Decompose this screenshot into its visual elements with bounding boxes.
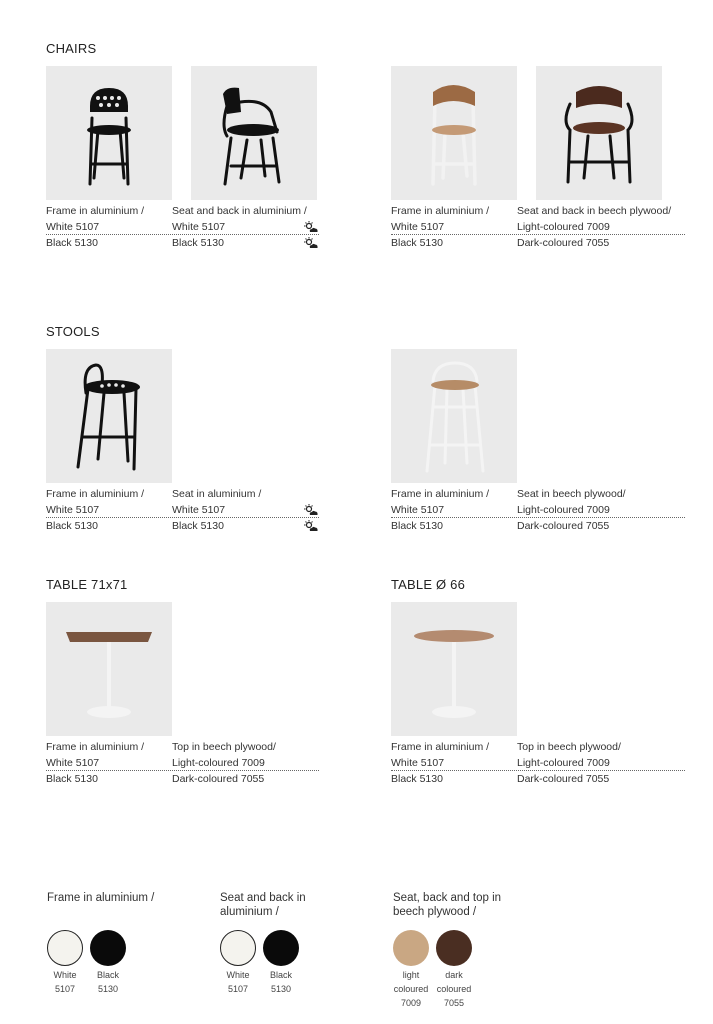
table-round-top-light: Light-coloured 7009 [517, 757, 610, 769]
section-heading-table-square: TABLE 71x71 [46, 577, 128, 592]
swatch-label: light [402, 970, 420, 980]
divider [391, 517, 685, 518]
swatch-frame-white [47, 930, 83, 966]
divider [46, 234, 319, 235]
stools-wood-frame-black: Black 5130 [391, 520, 443, 532]
swatch-frame-black [90, 930, 126, 966]
swatch-label: 7009 [400, 998, 422, 1008]
chairs-wood-seat-dark: Dark-coloured 7055 [517, 237, 610, 249]
swatch-label: coloured [436, 984, 472, 994]
sun-cloud-icon [304, 504, 318, 516]
legend-frame-title: Frame in aluminium / [47, 892, 155, 904]
section-heading-chairs: CHAIRS [46, 41, 97, 56]
stools-alu-seat-white: White 5107 [172, 504, 226, 516]
sun-cloud-icon [304, 520, 318, 532]
section-heading-table-round: TABLE Ø 66 [391, 577, 466, 592]
chairs-alu-seat-black: Black 5130 [172, 237, 224, 249]
table-square-top-title: Top in beech plywood/ [172, 741, 276, 753]
stools-alu-frame-black: Black 5130 [46, 520, 98, 532]
chair-plywood-armchair-photo [536, 66, 662, 200]
stools-wood-frame-white: White 5107 [391, 504, 445, 516]
swatch-label: 5130 [270, 984, 292, 994]
stools-wood-seat-light: Light-coloured 7009 [517, 504, 610, 516]
swatch-seat-white [220, 930, 256, 966]
legend-wood-title-line2: beech plywood / [393, 906, 477, 918]
legend-seat-alu-title-line1: Seat and back in [220, 892, 306, 904]
swatch-label: 5107 [227, 984, 249, 994]
stools-alu-frame-white: White 5107 [46, 504, 100, 516]
legend-seat-alu-title-line2: aluminium / [220, 906, 279, 918]
swatch-label: coloured [393, 984, 429, 994]
swatch-label: Black [269, 970, 292, 980]
divider [391, 234, 685, 235]
swatch-wood-light [393, 930, 429, 966]
table-round-top-title: Top in beech plywood/ [517, 741, 621, 753]
table-square-photo [46, 602, 172, 736]
chairs-wood-seat-light: Light-coloured 7009 [517, 221, 610, 233]
chairs-wood-frame-white: White 5107 [391, 221, 445, 233]
swatch-label: White [53, 970, 77, 980]
chair-aluminium-front-photo [46, 66, 172, 200]
sun-cloud-icon [304, 237, 318, 249]
table-round-frame-white: White 5107 [391, 757, 445, 769]
stools-alu-seat-title: Seat in aluminium / [172, 488, 262, 500]
chairs-alu-frame-title: Frame in aluminium / [46, 205, 145, 217]
swatch-label: Black [96, 970, 119, 980]
chairs-alu-frame-black: Black 5130 [46, 237, 98, 249]
chairs-wood-seat-title: Seat and back in beech plywood/ [517, 205, 672, 217]
table-round-top-dark: Dark-coloured 7055 [517, 773, 610, 785]
table-round-frame-title: Frame in aluminium / [391, 741, 490, 753]
stool-plywood-photo [391, 349, 517, 483]
chairs-alu-seat-white: White 5107 [172, 221, 226, 233]
swatch-label: 5130 [97, 984, 119, 994]
table-round-frame-black: Black 5130 [391, 773, 443, 785]
chairs-alu-seat-title: Seat and back in aluminium / [172, 205, 307, 217]
section-heading-stools: STOOLS [46, 324, 100, 339]
swatch-seat-black [263, 930, 299, 966]
chair-aluminium-armchair-photo [191, 66, 317, 200]
table-square-frame-title: Frame in aluminium / [46, 741, 145, 753]
divider [46, 517, 319, 518]
stools-wood-seat-title: Seat in beech plywood/ [517, 488, 626, 500]
table-round-photo [391, 602, 517, 736]
stools-wood-frame-title: Frame in aluminium / [391, 488, 490, 500]
swatch-label: 5107 [54, 984, 76, 994]
swatch-label: dark [445, 970, 463, 980]
stool-aluminium-photo [46, 349, 172, 483]
table-square-top-light: Light-coloured 7009 [172, 757, 265, 769]
chair-plywood-white-photo [391, 66, 517, 200]
stools-alu-frame-title: Frame in aluminium / [46, 488, 145, 500]
table-square-top-dark: Dark-coloured 7055 [172, 773, 265, 785]
divider [391, 770, 685, 771]
stools-alu-seat-black: Black 5130 [172, 520, 224, 532]
sun-cloud-icon [304, 221, 318, 233]
swatch-label: White [226, 970, 250, 980]
swatch-wood-dark [436, 930, 472, 966]
stools-wood-seat-dark: Dark-coloured 7055 [517, 520, 610, 532]
divider [46, 770, 319, 771]
chairs-wood-frame-title: Frame in aluminium / [391, 205, 490, 217]
legend-wood-title-line1: Seat, back and top in [393, 892, 502, 904]
chairs-wood-frame-black: Black 5130 [391, 237, 443, 249]
table-square-frame-black: Black 5130 [46, 773, 98, 785]
table-square-frame-white: White 5107 [46, 757, 100, 769]
swatch-label: 7055 [443, 998, 465, 1008]
chairs-alu-frame-white: White 5107 [46, 221, 100, 233]
